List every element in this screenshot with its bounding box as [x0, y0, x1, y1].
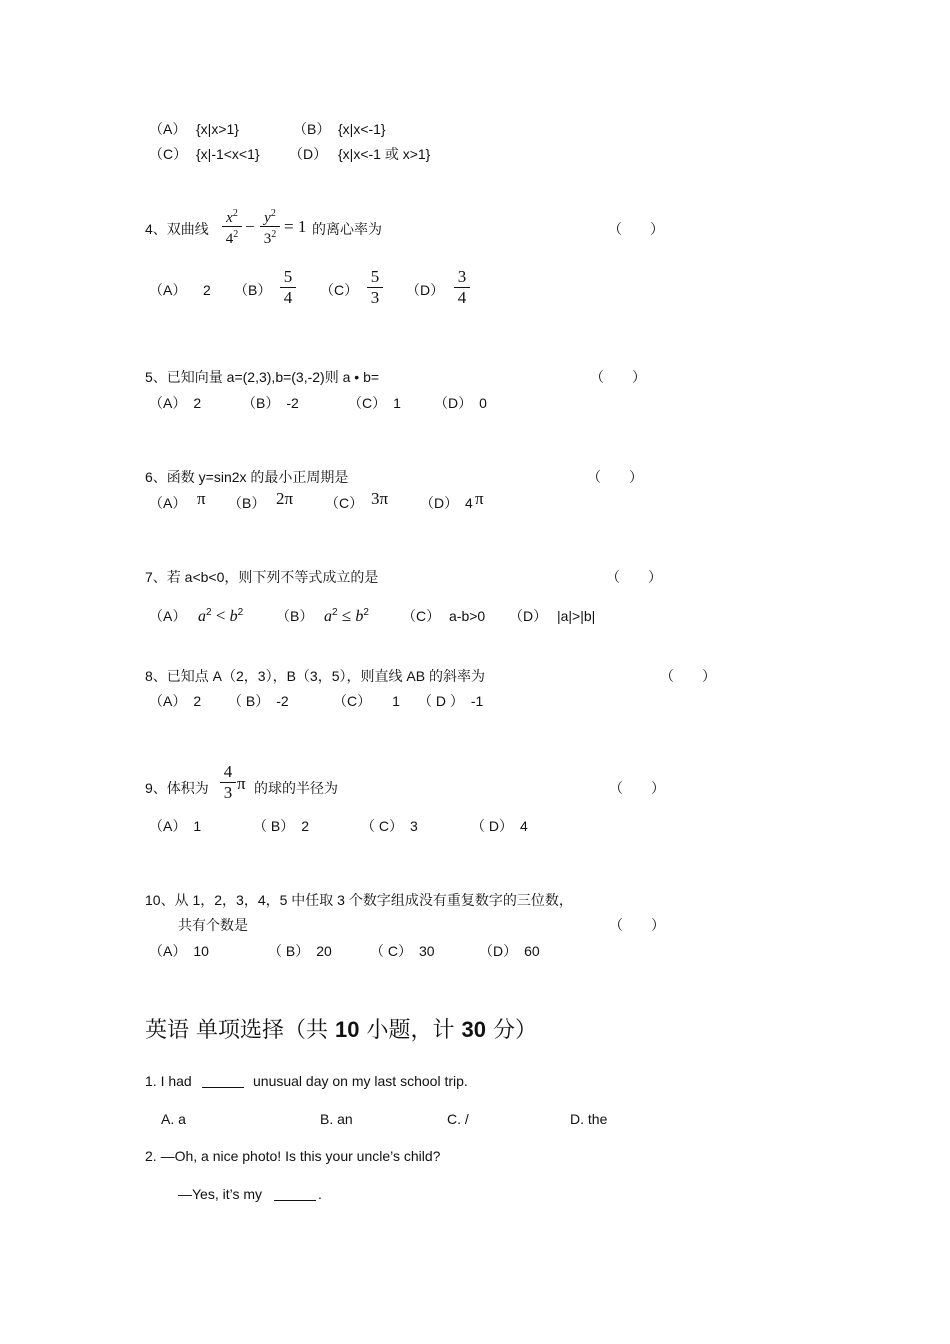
q7-exp: 2 — [237, 607, 244, 618]
q4-frac2-num: y — [264, 210, 271, 226]
q7-option-b-a: a — [324, 608, 332, 625]
q7-question: 7、若 a<b<0，则下列不等式成立的是 — [145, 569, 379, 585]
q9-answer-paren: （ ） — [609, 780, 665, 796]
english-q1-option-b: B. an — [320, 1111, 353, 1127]
q7-exp: 2 — [363, 607, 369, 618]
q3-option-b-label: （B） — [293, 121, 331, 137]
q8-option-c: （C） 1 — [333, 693, 400, 709]
q9-frac-den: 3 — [223, 783, 233, 802]
q6-answer-paren: （ ） — [587, 469, 643, 485]
q4-minus: − — [245, 217, 255, 236]
heading-n2: 30 — [461, 1017, 486, 1042]
q7-answer-paren: （ ） — [606, 569, 662, 585]
heading-post: 分） — [485, 1018, 537, 1043]
q3-option-b: {x|x<-1} — [338, 121, 386, 137]
q9-prefix: 9、体积为 — [145, 780, 209, 796]
q7-option-a-op: < — [211, 606, 230, 625]
q5-option-c: （C） 1 — [348, 395, 401, 411]
q9-option-c: （ C） 3 — [361, 818, 418, 834]
q7-option-d-label: （D） — [509, 608, 548, 624]
q5-answer-paren: （ ） — [590, 369, 646, 385]
q4-frac1-num: x — [226, 210, 233, 226]
english-q1-option-c: C. / — [447, 1111, 469, 1127]
q4-suffix: 的离心率为 — [312, 221, 382, 237]
q4-option-b-fraction — [280, 267, 296, 308]
q5-question: 5、已知向量 a=(2,3),b=(3,-2)则 a • b= — [145, 369, 380, 385]
q8-question: 8、已知点 A（2，3），B（3，5），则直线 AB 的斜率为 — [145, 668, 485, 684]
q3-option-a: {x|x>1} — [196, 121, 239, 137]
q7-option-b-expr — [324, 604, 369, 626]
q5-option-d: （D） 0 — [434, 395, 487, 411]
q4-option-d-fraction — [454, 267, 470, 308]
q4-frac2-den: 3 — [263, 231, 272, 247]
heading-mid: 小题，计 — [359, 1018, 462, 1043]
q4-exp: 2 — [232, 208, 238, 219]
q9-option-a: （A） 1 — [149, 818, 202, 834]
q4-exp: 2 — [271, 229, 277, 240]
q7-option-a-label: （A） — [149, 608, 187, 624]
english-q1-suffix: unusual day on my last school trip. — [253, 1073, 468, 1089]
q4-option-c-fraction — [367, 267, 383, 308]
english-q1-blank — [202, 1072, 244, 1090]
q4-prefix: 4、双曲线 — [145, 221, 209, 237]
q7-option-b-op: ≤ — [337, 606, 356, 625]
q6-option-c-label: （C） — [325, 495, 364, 511]
q4-exp: 2 — [233, 229, 239, 240]
q7-exp: 2 — [332, 607, 338, 618]
q4-option-a: 2 — [203, 282, 211, 298]
q10-line2: 共有个数是 — [178, 917, 248, 933]
q10-option-c: （ C） 30 — [370, 943, 435, 959]
q8-answer-paren: （ ） — [660, 668, 716, 684]
q4-option-a-label: （A） — [149, 282, 187, 298]
q9-option-d: （ D） 4 — [471, 818, 528, 834]
english-q2-line2: —Yes, it’s my — [178, 1186, 263, 1202]
q7-option-b-b: b — [355, 608, 364, 625]
q10-option-b: （ B） 20 — [268, 943, 332, 959]
q3-option-d: {x|x<-1 或 x>1} — [338, 146, 431, 162]
q9-fraction — [220, 762, 236, 803]
q10-option-a: （A） 10 — [149, 943, 209, 959]
q6-option-c: 3π — [371, 489, 389, 508]
q7-option-b-label: （B） — [276, 608, 314, 624]
q4-equals-one: = 1 — [284, 217, 307, 236]
q3-option-a-label: （A） — [149, 121, 187, 137]
q4-option-d-num: 3 — [457, 267, 467, 286]
q3-option-d-label: （D） — [289, 146, 328, 162]
q4-option-b-den: 4 — [283, 288, 293, 307]
q10-answer-paren: （ ） — [609, 917, 665, 933]
english-q1-prefix: 1. I had — [145, 1073, 192, 1089]
q6-option-b: 2π — [276, 489, 294, 508]
english-q2-blank — [274, 1185, 316, 1203]
q4-frac1-den: 4 — [225, 231, 234, 247]
q6-question: 6、函数 y=sin2x 的最小正周期是 — [145, 469, 349, 485]
q4-option-d-label: （D） — [406, 282, 445, 298]
q4-option-b-label: （B） — [234, 282, 272, 298]
q7-exp: 2 — [206, 607, 212, 618]
q8-option-d: （ D ） -1 — [418, 693, 484, 709]
q5-option-a: （A） 2 — [149, 395, 202, 411]
english-section-heading — [145, 1016, 537, 1045]
q3-option-c: {x|-1<x<1} — [196, 146, 260, 162]
q5-option-b: （B） -2 — [242, 395, 299, 411]
heading-pre: 英语 单项选择（共 — [145, 1018, 335, 1043]
q9-pi: π — [237, 774, 246, 793]
q8-option-a: （A） 2 — [149, 693, 202, 709]
q4-answer-paren: （ ） — [608, 221, 664, 237]
english-q2-line1: 2. —Oh, a nice photo! Is this your uncle’s child? — [145, 1148, 441, 1164]
q4-option-c-num: 5 — [370, 267, 380, 286]
q7-option-a-b: b — [229, 608, 238, 625]
english-q1-option-d: D. the — [570, 1111, 608, 1127]
q4-fraction-x — [222, 206, 242, 247]
q4-option-d-den: 4 — [457, 288, 467, 307]
q10-option-d: （D） 60 — [479, 943, 540, 959]
q6-option-d-pi: π — [475, 489, 484, 508]
q4-option-c-label: （C） — [320, 282, 359, 298]
q6-option-a-label: （A） — [149, 495, 187, 511]
q7-option-c-label: （C） — [402, 608, 441, 624]
q6-option-a: π — [197, 489, 206, 508]
q9-suffix: 的球的半径为 — [254, 780, 338, 796]
english-q1-option-a: A. a — [161, 1111, 186, 1127]
q6-option-d-num: 4 — [465, 495, 473, 511]
q9-frac-num: 4 — [223, 762, 233, 781]
q4-option-b-num: 5 — [283, 267, 293, 286]
q4-exp: 2 — [270, 208, 276, 219]
q3-option-c-label: （C） — [149, 146, 188, 162]
q9-option-b: （ B） 2 — [253, 818, 310, 834]
q10-line1: 10、从 1，2，3，4，5 中任取 3 个数字组成没有重复数字的三位数， — [145, 892, 573, 908]
q6-option-d-label: （D） — [420, 495, 459, 511]
q7-option-a-a: a — [198, 608, 206, 625]
heading-n1: 10 — [335, 1017, 360, 1042]
q4-fraction-y — [260, 206, 280, 247]
q4-option-c-den: 3 — [370, 288, 380, 307]
q7-option-d: |a|>|b| — [557, 608, 596, 624]
q7-option-c: a-b>0 — [449, 608, 486, 624]
q7-option-a-expr — [198, 604, 243, 626]
q8-option-b: （ B） -2 — [228, 693, 289, 709]
q6-option-b-label: （B） — [228, 495, 266, 511]
english-q2-end: . — [318, 1186, 322, 1202]
